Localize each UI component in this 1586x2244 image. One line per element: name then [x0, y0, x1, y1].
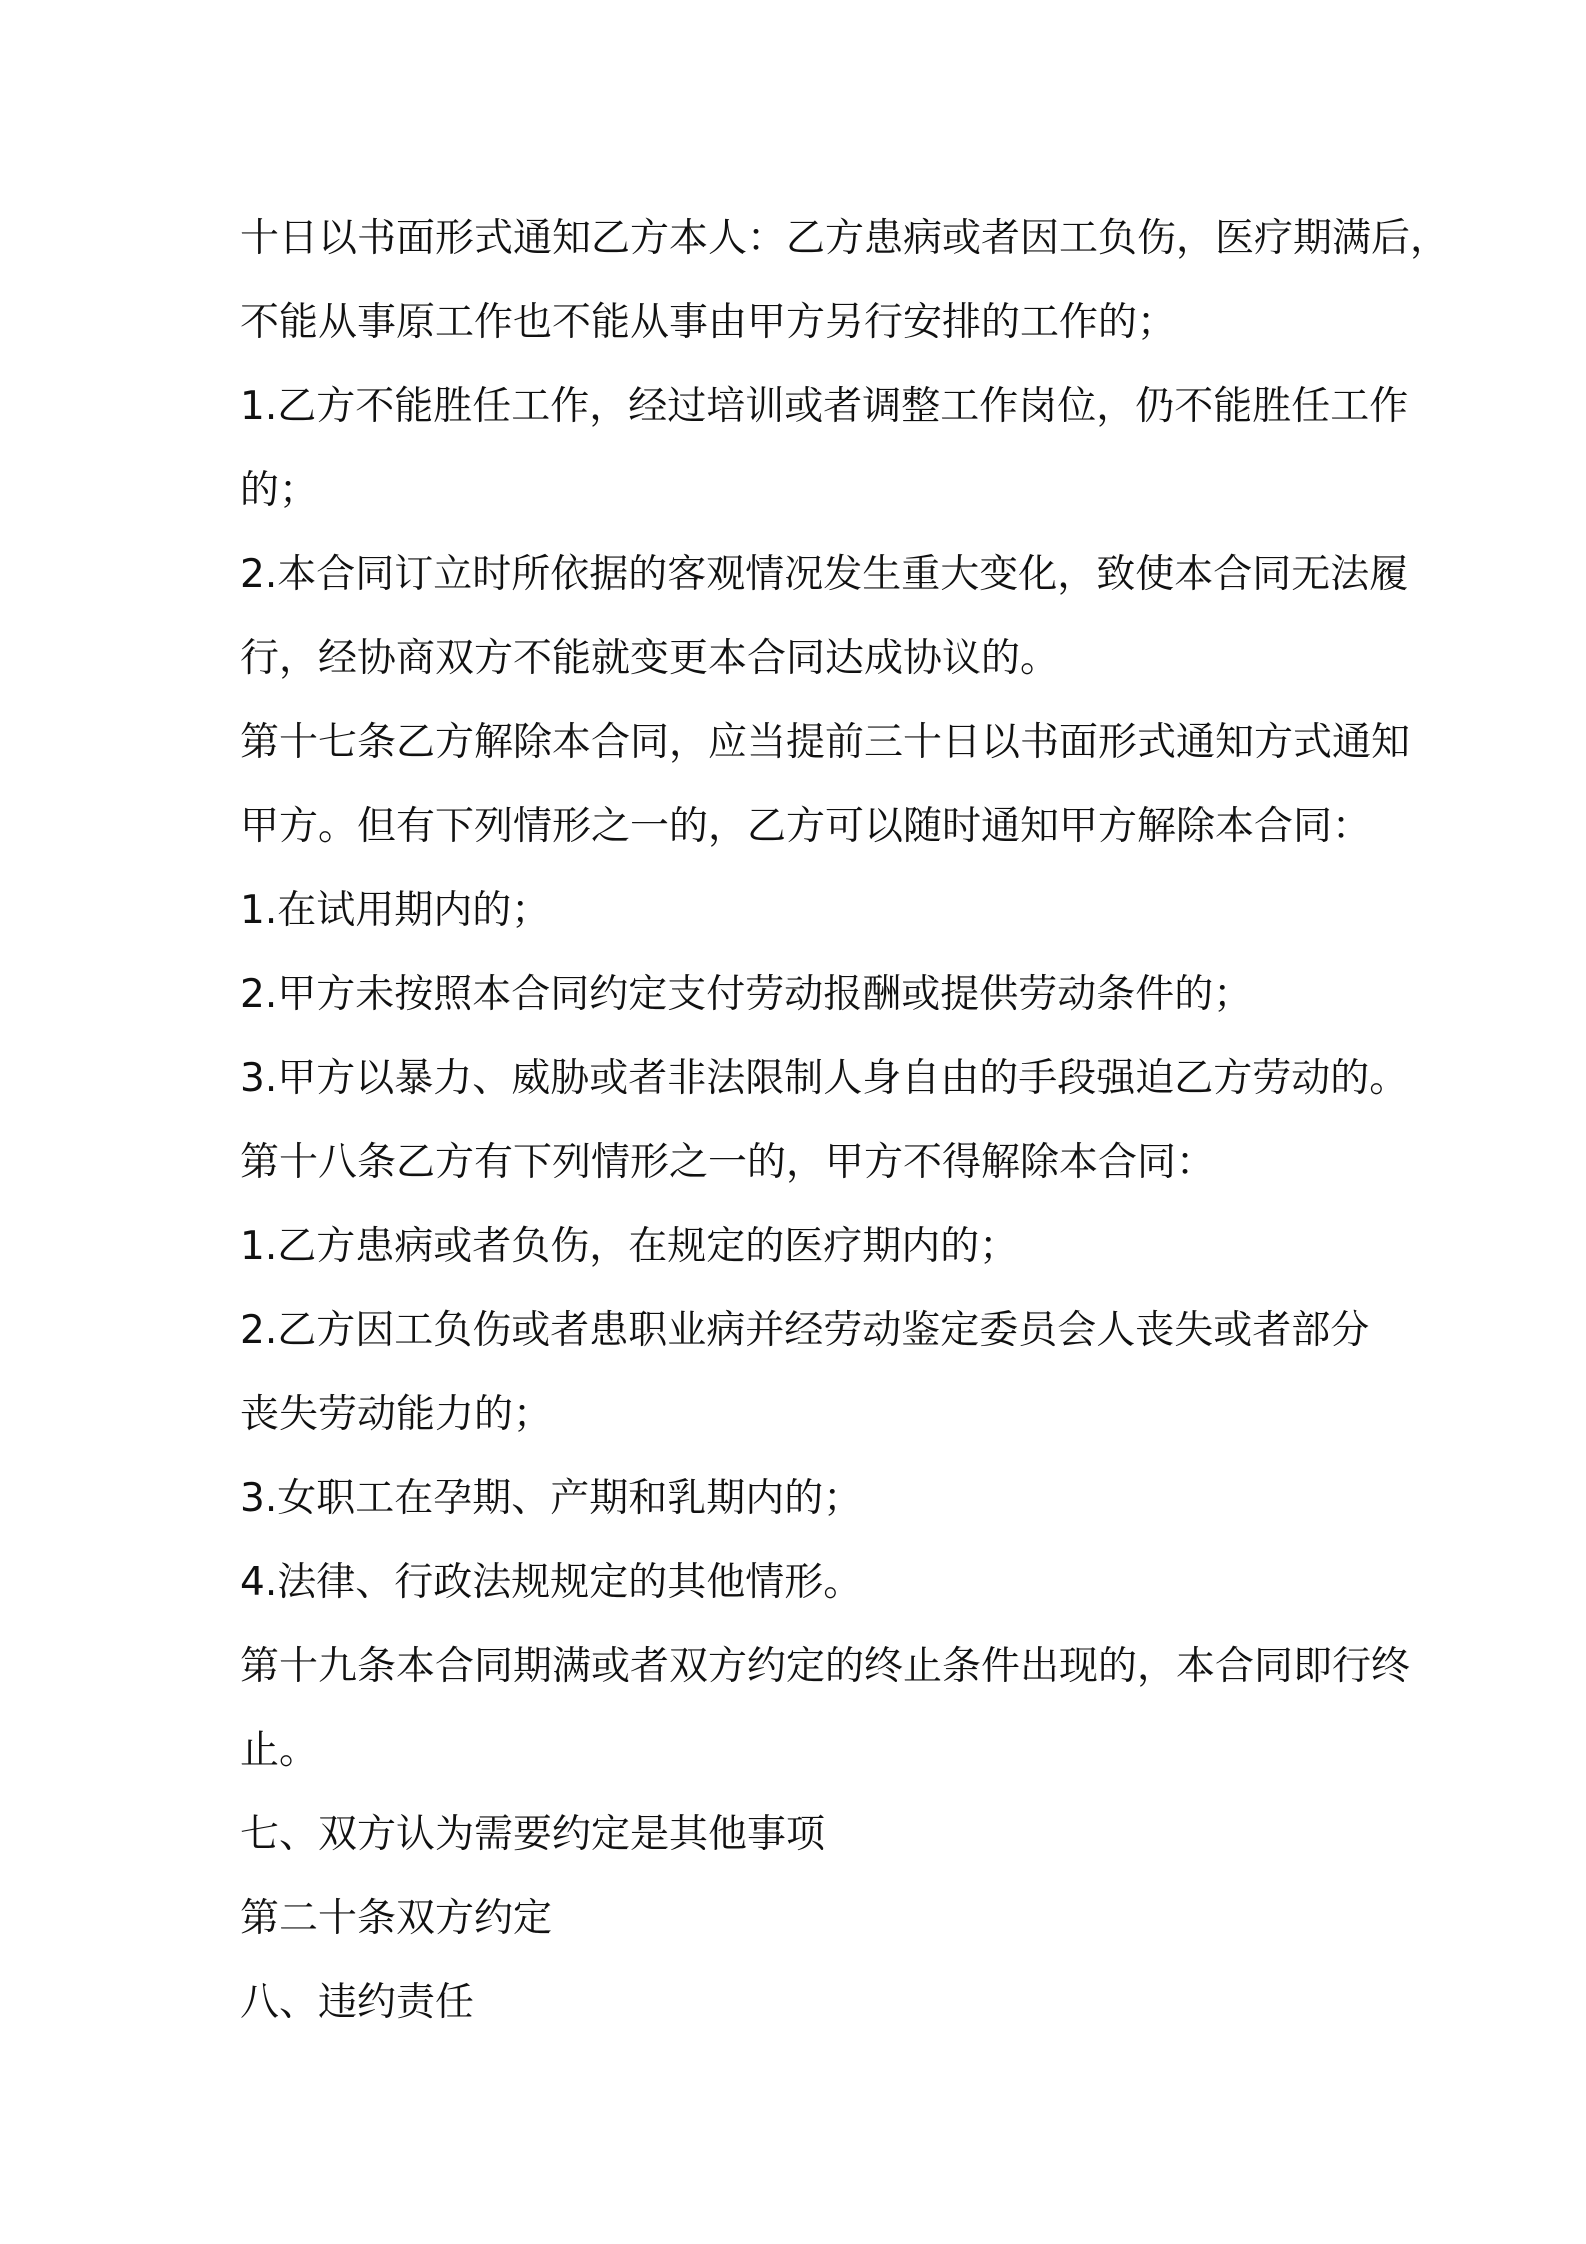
- article-19-heading-line: 第十九条本合同期满或者双方约定的终止条件出现的，本合同即行终: [240, 1644, 1411, 1689]
- text-line: 3.女职工在孕期、产期和乳期内的；: [240, 1476, 863, 1521]
- article-17-heading-line: 第十七条乙方解除本合同，应当提前三十日以书面形式通知方式通知: [240, 720, 1411, 765]
- text-line: 行，经协商双方不能就变更本合同达成协议的。: [240, 636, 1060, 681]
- text-line: 2.甲方未按照本合同约定支付劳动报酬或提供劳动条件的；: [240, 972, 1253, 1017]
- text-line: 十日以书面形式通知乙方本人：乙方患病或者因工负伤，医疗期满后，: [240, 216, 1450, 261]
- section-8-heading: 八、违约责任: [240, 1980, 475, 2025]
- text-line: 1.乙方不能胜任工作，经过培训或者调整工作岗位，仍不能胜任工作: [240, 384, 1409, 429]
- text-line: 的；: [240, 468, 319, 513]
- text-line: 不能从事原工作也不能从事由甲方另行安排的工作的；: [240, 300, 1177, 345]
- text-line: 甲方。但有下列情形之一的，乙方可以随时通知甲方解除本合同：: [240, 804, 1372, 849]
- section-7-heading: 七、双方认为需要约定是其他事项: [240, 1812, 826, 1857]
- text-line: 丧失劳动能力的；: [240, 1392, 553, 1437]
- text-line: 1.乙方患病或者负伤，在规定的医疗期内的；: [240, 1224, 1019, 1269]
- document-body: [240, 197, 1450, 2045]
- text-line: 2.乙方因工负伤或者患职业病并经劳动鉴定委员会人丧失或者部分: [240, 1308, 1370, 1353]
- text-line: 止。: [240, 1728, 319, 1773]
- text-line: 3.甲方以暴力、威胁或者非法限制人身自由的手段强迫乙方劳动的。: [240, 1056, 1409, 1101]
- article-18-heading-line: 第十八条乙方有下列情形之一的，甲方不得解除本合同：: [240, 1140, 1216, 1185]
- text-line: 2.本合同订立时所依据的客观情况发生重大变化，致使本合同无法履: [240, 552, 1409, 597]
- article-20-heading-line: 第二十条双方约定: [240, 1896, 553, 1941]
- text-line: 1.在试用期内的；: [240, 888, 551, 933]
- text-line: 4.法律、行政法规规定的其他情形。: [240, 1560, 863, 1605]
